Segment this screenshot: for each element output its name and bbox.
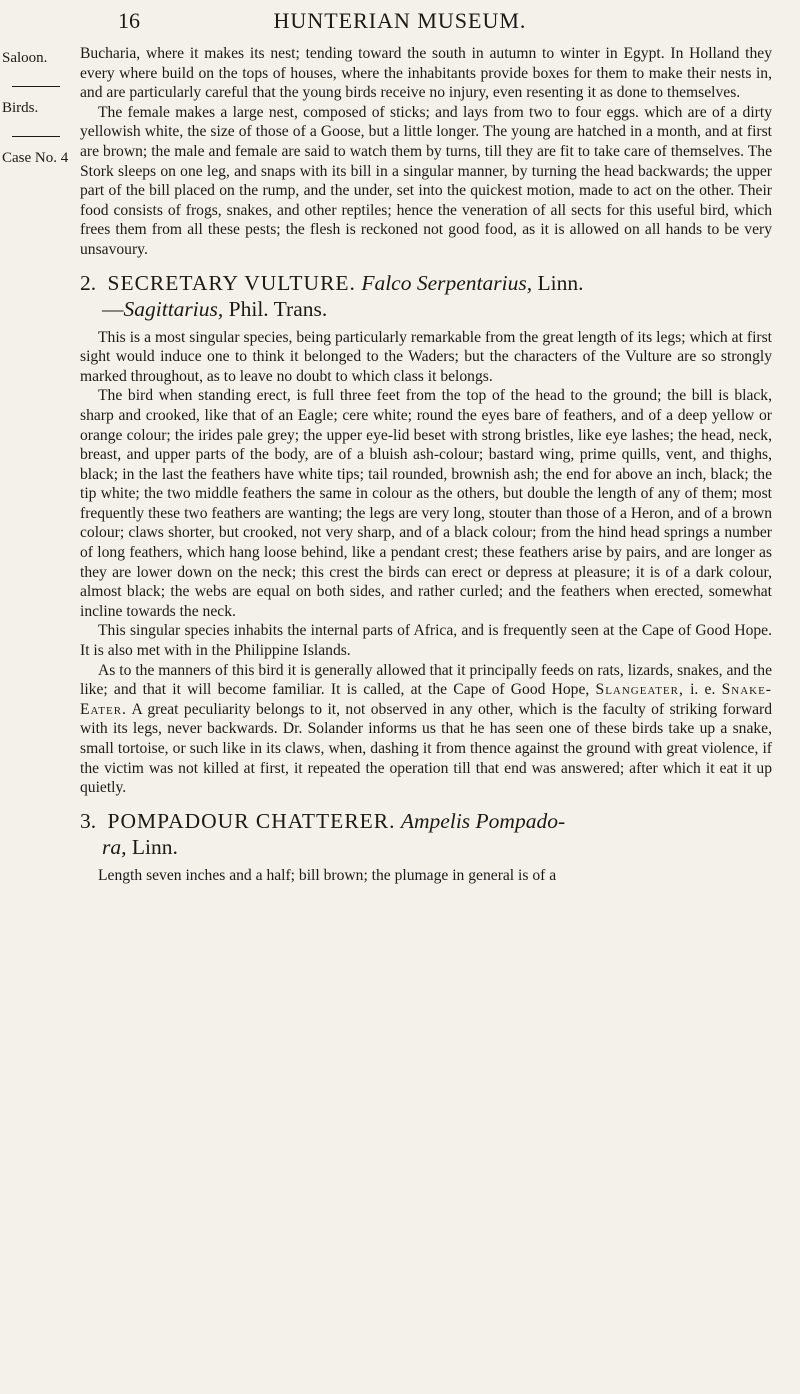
margin-note-case: Case No. 4: [2, 150, 69, 166]
body-text: [80, 44, 772, 885]
section-2-paragraph-1: This is a most singular species, being particularly remarkable from the great length of its legs; which at first sight would induce one to think it belonged to the Waders; but the characters of the Vulture are so strongly marked throughout, as to leave no doubt to which class it belongs.: [80, 328, 772, 385]
section-2-paragraph-3: This singular species inhabits the internal parts of Africa, and is frequently seen at the Cape of Good Hope. It is also met with in the Philippine Islands.: [80, 622, 772, 660]
intro-paragraph-2: The female makes a large nest, composed of sticks; and lays from two to four eggs. which are of a dirty yellowish white, the size of those of a Goose, but a little longer. The young are hatched in a month, and at first are brown; the male and female are said to watch them by turns, till they are fit to take care of themselves. The Stork sleeps on one leg, and snaps with its bill in a singular manner, by turning the head backwards; the upper part of the bill placed on the rump, and the under, set into the quickest motion, made to act on the other. Their food consists of frogs, snakes, and other reptiles; hence the veneration of all sects for this useful bird, which frees them from all these pests; the flesh is reckoned not good food, as it is allowed on all hands to be very unsavoury.: [80, 103, 772, 258]
section-2-name: SECRETARY VULTURE.: [107, 270, 356, 295]
section-3-name: POMPADOUR CHATTERER.: [107, 808, 396, 833]
section-3-paragraph-1: Length seven inches and a half; bill brown; the plumage in general is of a: [98, 866, 557, 884]
section-2-paragraph-2: The bird when standing erect, is full three feet from the top of the head to the ground; the bill is black, sharp and crooked, like that of an Eagle; cere white; round the eyes bare of feathers, and of a deep yellow or orange colour; the irides pale grey; the upper eye-lid beset with strong bristles, like eye lashes; the head, neck, breast, and upper parts of the body, are of a bluish ash-colour; bastard wing, prime quills, vent, and thighs, black; in the last the feathers have white tips; tail rounded, brownish ash; the end for above an inch, black; the tip white; the two middle feathers the same in colour as the others, but double the length of any of them; most frequently these two feathers are wanting; the legs are very long, stouter than those of a Heron, and of a brown colour; claws shorter, but crooked, not very sharp, and of a black colour; from the hind head springs a number of long feathers, which hang loose behind, like a pendant crest; these feathers arise by pairs, and are longer as they are lower down on the neck; this crest the birds can erect or depress at pleasure; it is of a dark colour, almost black; the webs are equal on both sides, and rather curled; and the feathers when erected, somewhat incline towards the neck.: [80, 387, 772, 620]
section-3-authority: Linn.: [131, 834, 178, 859]
section-2-authority: Linn.: [537, 270, 584, 295]
page-header: [0, 6, 800, 36]
section-2-synonym-authority: Phil. Trans.: [228, 296, 328, 321]
section-3-heading: [80, 808, 772, 860]
margin-rule: [12, 74, 60, 87]
section-3-latin: Ampelis Pompado-: [400, 808, 566, 833]
section-2-paragraph-4: As to the manners of this bird it is generally allowed that it principally feeds on rats, lizards, snakes, and the like; and that it will become familiar. It is called, at the Cape of Good Hope, Slangeater, i. e. Snake-Eater. A great peculiarity belongs to it, not observed in any other, which is the faculty of striking forward with its legs, never backwards. Dr. Solander informs us that he has seen one of these birds take up a snake, small tortoise, or such like in its claws, when, dashing it from thence against the ground with great violence, if the victim was not killed at first, it repeated the operation till that end was answered; after which it eat it up quietly.: [80, 661, 772, 797]
margin-note-saloon: Saloon.: [2, 50, 48, 66]
margin-rule: [12, 124, 60, 137]
term-snake-eater: Snake-Eater.: [80, 681, 772, 718]
page-number: 16: [118, 8, 140, 33]
term-slangeater: Slangeater,: [595, 681, 684, 699]
section-2-dash: —: [102, 296, 124, 321]
margin-note-birds: Birds.: [2, 100, 39, 116]
section-3-latin-cont: ra,: [102, 834, 127, 859]
running-head: HUNTERIAN MUSEUM.: [273, 8, 527, 33]
section-2-number: 2.: [80, 270, 97, 295]
margin-notes: [2, 46, 76, 171]
section-2-heading: [80, 270, 772, 322]
intro-paragraph-1: Bucharia, where it makes its nest; tending toward the south in autumn to winter in Egypt. In Holland they every where build on the tops of houses, where the inhabitants provide boxes for them to make their nests in, and are particularly careful that the young birds receive no injury, even resenting it as done to themselves.: [80, 45, 772, 102]
section-2-synonym: Sagittarius,: [123, 296, 224, 321]
section-2-latin: Falco Serpentarius,: [361, 270, 533, 295]
section-3-number: 3.: [80, 808, 97, 833]
